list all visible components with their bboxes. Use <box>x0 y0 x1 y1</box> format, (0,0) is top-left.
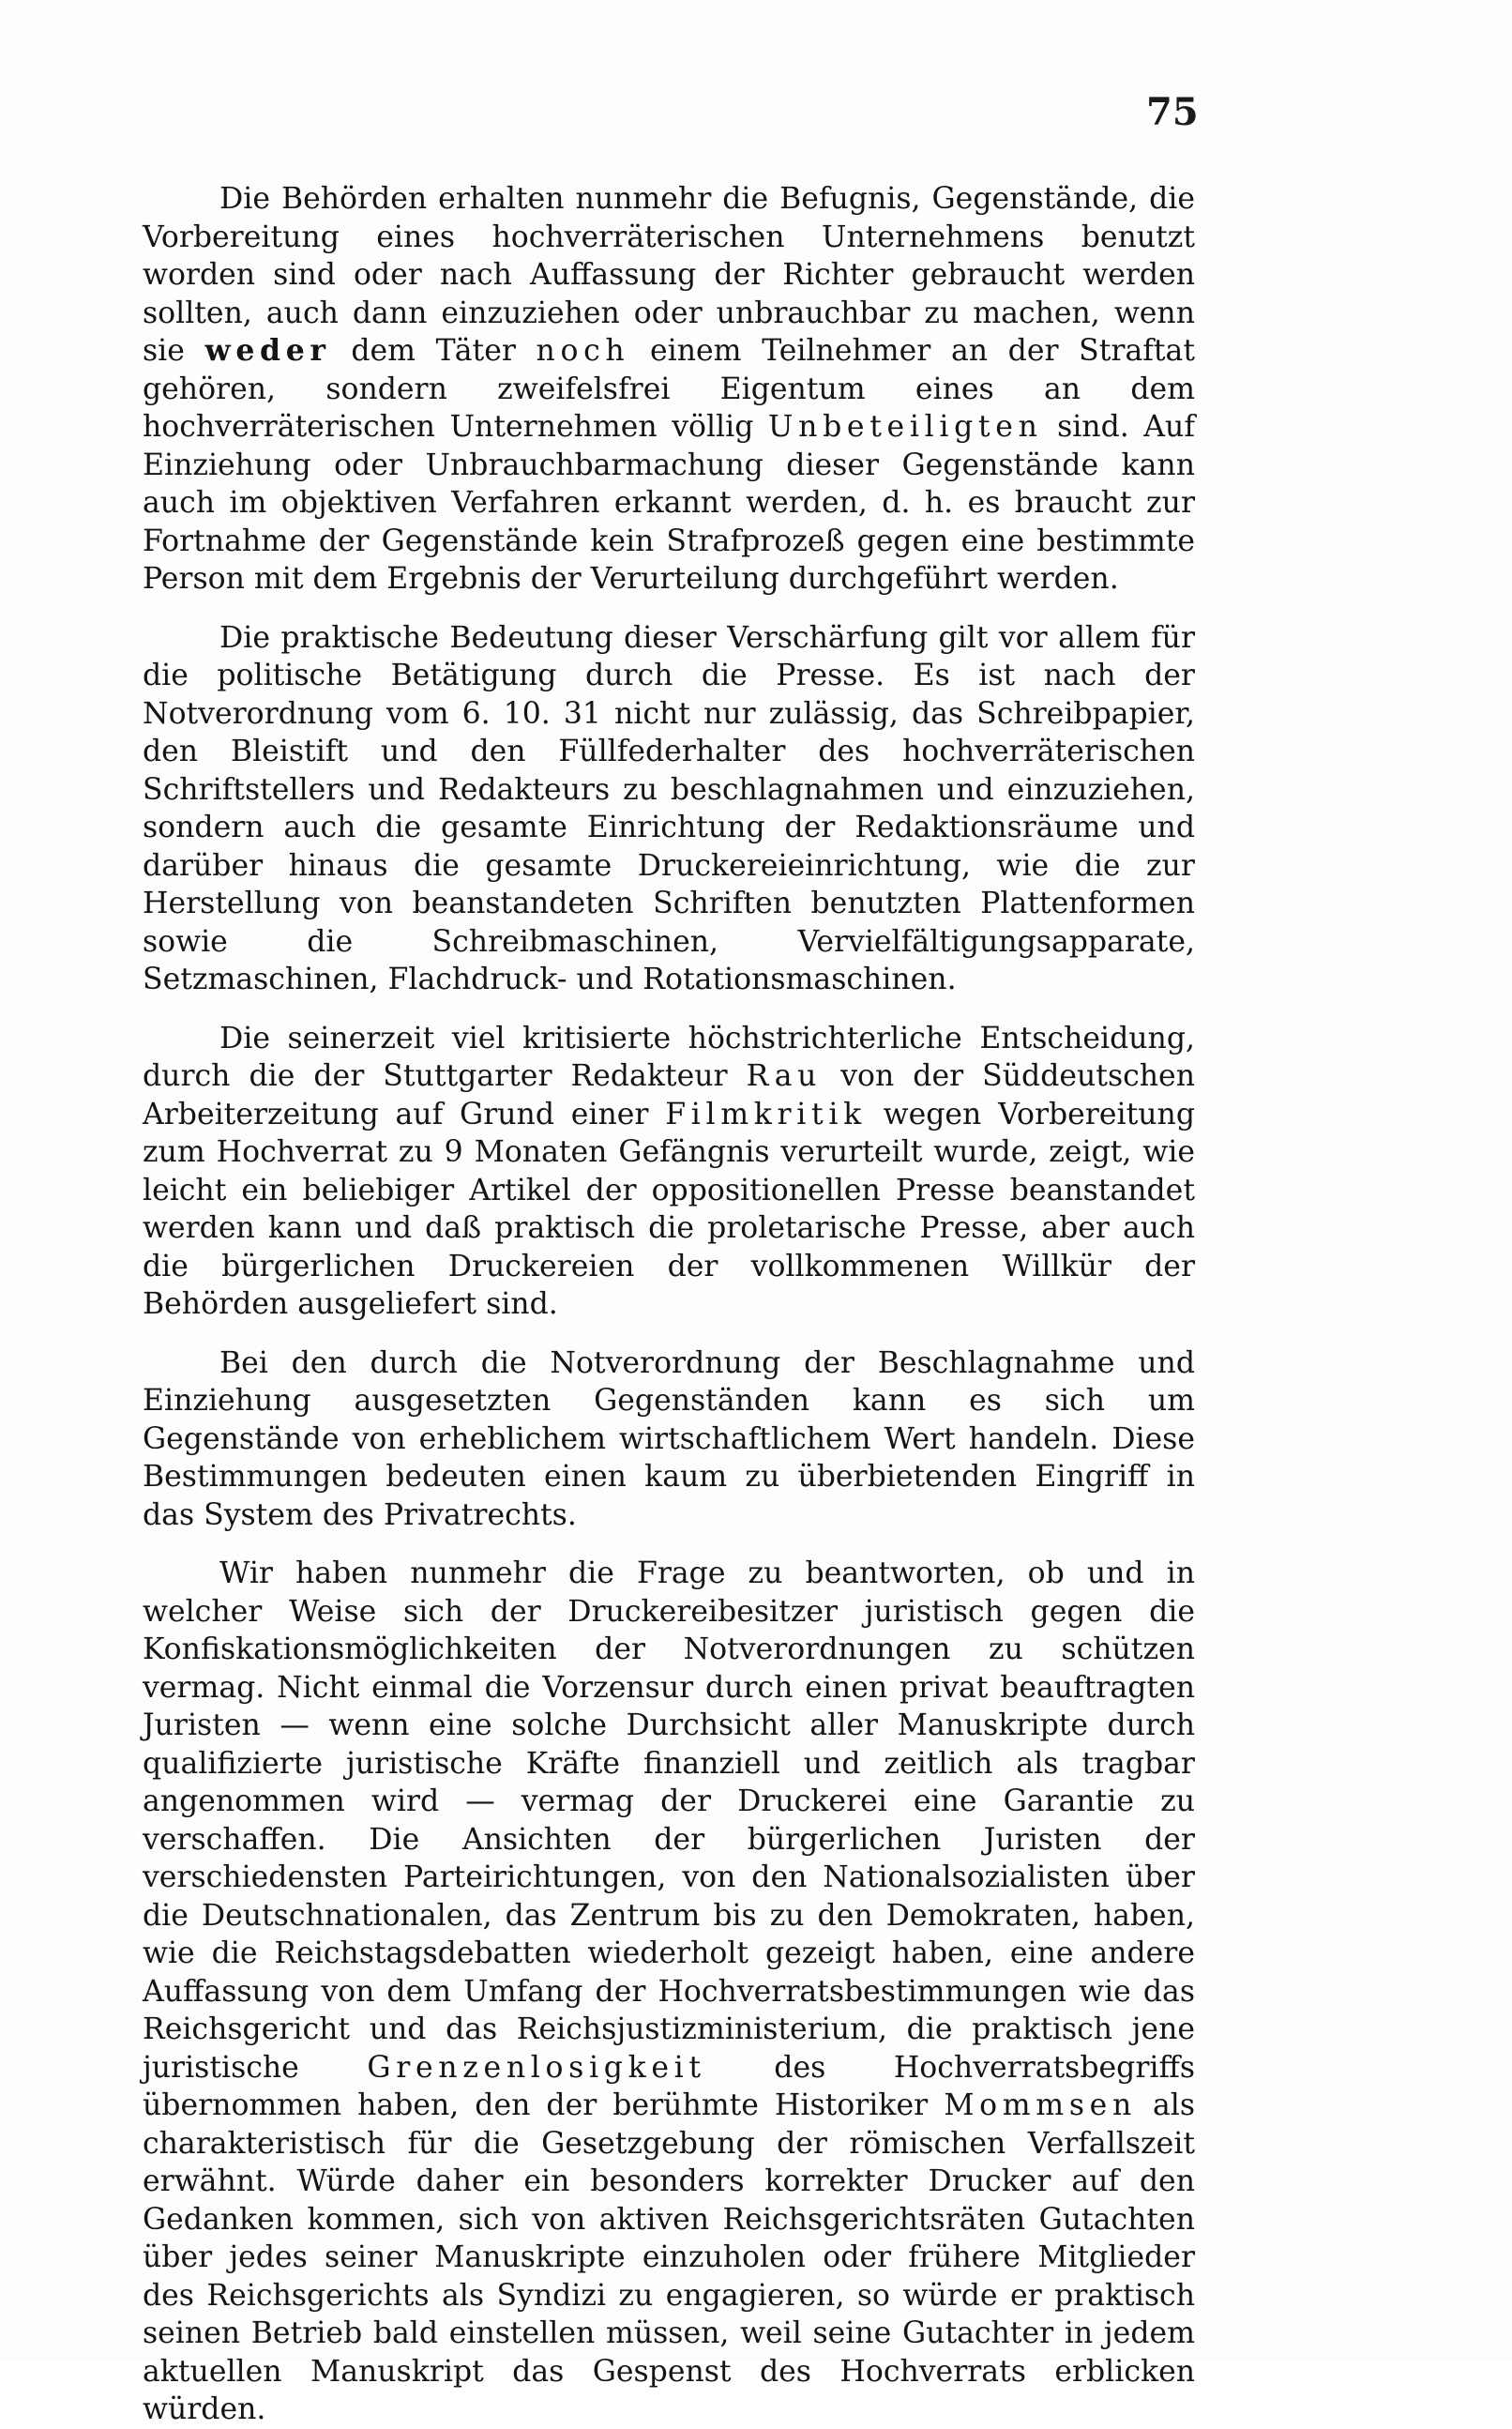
emphasis-unbeteiligten: Unbeteiligten <box>767 410 1043 444</box>
emphasis-noch: noch <box>536 334 630 368</box>
paragraph-5-text: als charakteristisch für die Gesetzgebung der römischen Verfallszeit erwähnt. Würde daher ein besonders korrekter Drucker auf den Gedanken kommen, sich von aktiven Reichsgerichtsräten Gutachten über jedes seiner Manuskripte einzuholen oder frühere Mitglieder des Reichsgerichts als Syndizi zu engagieren, so würde er praktisch seinen Betrieb bald einstellen müssen, weil seine Gutachter in jedem aktuellen Manuskript das Gespenst des Hochverrats erblicken würden. <box>143 2088 1195 2426</box>
emphasis-filmkritik: Filmkritik <box>665 1097 867 1131</box>
paragraph-1-text: Die Behörden erhalten nunmehr die Befugnis, Gegenstände, die Vorbereitung eines hochverräterischen Unternehmens benutzt worden sind oder nach Auffassung der Richter gebraucht werden sollten, auch dann einzuziehen oder unbrauchbar zu machen, wenn sie <box>143 182 1195 368</box>
paragraph-5-text: des Hochverratsbegriffs übernommen haben, den der berühmte Historiker <box>143 2050 1195 2122</box>
paragraph-1 <box>143 180 1195 599</box>
emphasis-rau: Rau <box>746 1059 823 1093</box>
paragraph-3-text: Die seinerzeit viel kritisierte höchstrichterliche Entscheidung, durch die der Stuttgarter Redakteur <box>143 1021 1195 1093</box>
paragraph-1-text: einem Teilnehmer an der Straftat gehören, sondern zweifelsfrei Eigentum eines an dem hochverräterischen Unternehmen völlig <box>143 334 1195 444</box>
paragraph-5-text: Wir haben nunmehr die Frage zu beantworten, ob und in welcher Weise sich der Druckereibesitzer juristisch gegen die Konfiskationsmöglichkeiten der Notverordnungen zu schützen vermag. Nicht einmal die Vorzensur durch einen privat beauftragten Juristen — wenn eine solche Durchsicht aller Manuskripte durch qualifizierte juristische Kräfte finanziell und zeitlich als tragbar angenommen wird — vermag der Druckerei eine Garantie zu verschaffen. Die Ansichten der bürgerlichen Juristen der verschiedensten Parteirichtungen, von den Nationalsozialisten über die Deutschnationalen, das Zentrum bis zu den Demokraten, haben, wie die Reichstagsdebatten wiederholt gezeigt haben, eine andere Auffassung von dem Umfang der Hochverratsbestimmungen wie das Reichsgericht und das Reichsjustizministerium, die praktisch jene juristische <box>143 1556 1195 2085</box>
paragraph-2: Die praktische Bedeutung dieser Verschärfung gilt vor allem für die politische Betätigung durch die Presse. Es ist nach der Notverordnung vom 6. 10. 31 nicht nur zulässig, das Schreibpapier, den Bleistift und den Füllfederhalter des hochverräterischen Schriftstellers und Redakteurs zu beschlagnahmen und einzuziehen, sondern auch die gesamte Einrichtung der Redaktionsräume und darüber hinaus die gesamte Druckereieinrichtung, wie die zur Herstellung von beanstandeten Schriften benutzten Plattenformen sowie die Schreibmaschinen, Vervielfältigungsapparate, Setzmaschinen, Flachdruck- und Rotationsmaschinen. <box>143 620 1195 996</box>
emphasis-weder: weder <box>204 333 331 368</box>
paragraph-5 <box>143 1555 1195 2429</box>
paragraph-4: Bei den durch die Notverordnung der Beschlagnahme und Einziehung ausgesetzten Gegenständen kann es sich um Gegenstände von erheblichem wirtschaftlichem Wert handeln. Diese Bestimmungen bedeuten einen kaum zu überbietenden Eingriff in das System des Privatrechts. <box>143 1345 1195 1532</box>
paragraph-1-text: dem Täter <box>330 334 537 368</box>
paragraph-3-text: von der Süddeutschen Arbeiterzeitung auf Grund einer <box>143 1059 1195 1131</box>
page-number: 75 <box>1146 90 1199 134</box>
paragraph-3-text: wegen Vorbereitung zum Hochverrat zu 9 Monaten Gefängnis verurteilt wurde, zeigt, wie leicht ein beliebiger Artikel der oppositionellen Presse beanstandet werden kann und daß praktisch die proletarische Presse, aber auch die bürgerlichen Druckereien der vollkommenen Willkür der Behörden ausgeliefert sind. <box>143 1097 1195 1321</box>
body-text <box>143 180 1195 2429</box>
paragraph-1-text: sind. Auf Einziehung oder Unbrauchbarmachung dieser Gegenstände kann auch im objektiven Verfahren erkannt werden, d. h. es braucht zur Fortnahme der Gegenstände kein Strafprozeß gegen eine bestimmte Person mit dem Ergebnis der Verurteilung durchgeführt werden. <box>143 410 1195 596</box>
emphasis-mommsen: Mommsen <box>944 2088 1137 2122</box>
emphasis-grenzenlosigkeit: Grenzenlosigkeit <box>367 2050 706 2085</box>
paragraph-3 <box>143 1020 1195 1324</box>
